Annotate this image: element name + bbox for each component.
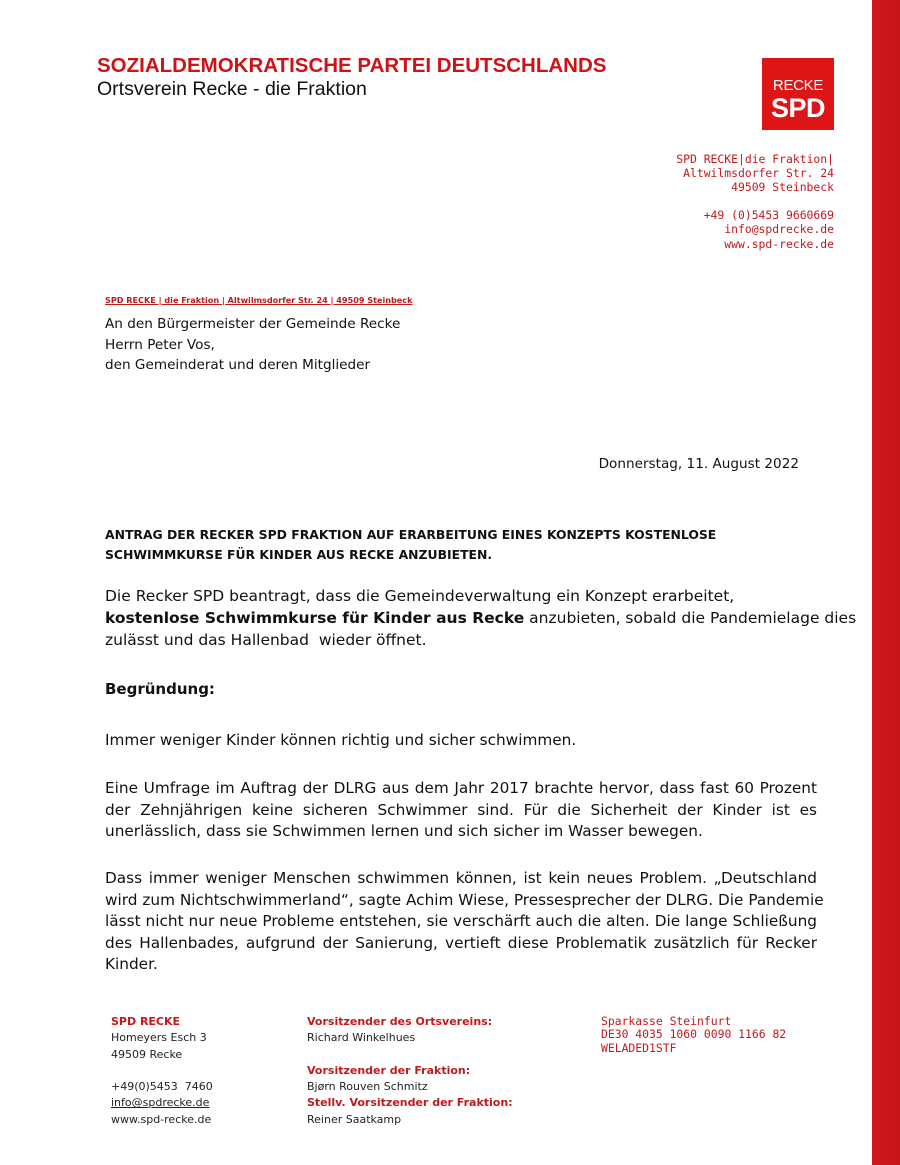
subject-line-1: ANTRAG DER RECKER SPD FRAKTION AUF ERARBEITUNG EINES KONZEPTS KOSTENLOSE bbox=[105, 527, 717, 542]
letterhead-phone: +49 (0)5453 9660669 bbox=[703, 208, 834, 222]
footer-email-link[interactable]: info@spdrecke.de bbox=[111, 1096, 210, 1110]
recipient-line-1: An den Bürgermeister der Gemeinde Recke bbox=[105, 316, 401, 332]
intro-line-3: zulässt und das Hallenbad wieder öffnet. bbox=[105, 631, 427, 649]
recipient-line-3: den Gemeinderat und deren Mitglieder bbox=[105, 357, 371, 373]
party-name-heading: SOZIALDEMOKRATISCHE PARTEI DEUTSCHLANDS bbox=[97, 54, 607, 77]
paragraph-1: Immer weniger Kinder können richtig und sicher schwimmen. bbox=[105, 731, 577, 749]
letterhead-line-2: Altwilmsdorfer Str. 24 bbox=[683, 166, 834, 180]
organization-subtitle: Ortsverein Recke - die Fraktion bbox=[97, 78, 367, 100]
recipient-line-2: Herrn Peter Vos, bbox=[105, 336, 215, 353]
reason-heading: Begründung: bbox=[105, 680, 215, 698]
footer-org-name: SPD RECKE bbox=[111, 1015, 181, 1028]
paragraph-2-line-1: Eine Umfrage im Auftrag der DLRG aus dem Jahr 2017 brachte hervor, dass fast 60 Prozent bbox=[105, 779, 817, 797]
letterhead-email[interactable]: info@spdrecke.de bbox=[724, 222, 834, 236]
footer-chair-name: Richard Winkelhues bbox=[307, 1031, 416, 1045]
letterhead-line-1: SPD RECKE|die Fraktion| bbox=[676, 152, 834, 166]
intro-paragraph bbox=[105, 585, 857, 651]
intro-line-1: Die Recker SPD beantragt, dass die Gemeindeverwaltung ein Konzept erarbeitet, bbox=[105, 587, 735, 605]
logo-text-recke: RECKE bbox=[772, 77, 824, 94]
footer-bic: WELADED1STF bbox=[601, 1040, 677, 1055]
footer-faction-label: Vorsitzender der Fraktion: bbox=[307, 1063, 471, 1077]
letterhead-web[interactable]: www.spd-recke.de bbox=[724, 237, 834, 251]
logo-text-spd: SPD bbox=[770, 93, 826, 123]
footer-chair-label: Vorsitzender des Ortsvereins: bbox=[307, 1015, 493, 1028]
paragraph-3-line-1: Dass immer weniger Menschen schwimmen können, ist kein neues Problem. „Deutschland bbox=[105, 869, 817, 887]
right-red-bar bbox=[872, 0, 900, 1165]
sender-return-line: SPD RECKE | die Fraktion | Altwilmsdorfer Str. 24 | 49509 Steinbeck bbox=[105, 295, 413, 305]
footer-city: 49509 Recke bbox=[111, 1047, 183, 1061]
footer-bank-column bbox=[601, 1015, 786, 1055]
footer-phone: +49(0)5453 7460 bbox=[111, 1080, 213, 1094]
subject-heading bbox=[105, 525, 716, 565]
paragraph-2-line-2: der Zehnjährigen keine sicheren Schwimmer sind. Für die Sicherheit der Kinder ist es bbox=[105, 800, 817, 819]
letterhead-line-3: 49509 Steinbeck bbox=[731, 180, 834, 194]
letter-date: Donnerstag, 11. August 2022 bbox=[598, 456, 799, 472]
footer-street: Homeyers Esch 3 bbox=[111, 1031, 207, 1045]
paragraph-3-line-2: wird zum Nichtschwimmerland“, sagte Achim Wiese, Pressesprecher der DLRG. Die Pandemie bbox=[105, 890, 824, 909]
paragraph-2-line-3: unerlässlich, dass sie Schwimmen lernen und sich sicher im Wasser bewegen. bbox=[105, 822, 703, 840]
paragraph-2 bbox=[105, 778, 817, 843]
spd-recke-logo bbox=[762, 58, 834, 130]
footer-officers-column bbox=[307, 1014, 513, 1128]
intro-bold-phrase: kostenlose Schwimmkurse für Kinder aus Recke bbox=[105, 609, 525, 627]
subject-line-2: SCHWIMMKURSE FÜR KINDER AUS RECKE ANZUBIETEN. bbox=[105, 547, 493, 562]
intro-line-2-rest: anzubieten, sobald die Pandemielage dies bbox=[524, 609, 857, 627]
footer-faction-name: Bjørn Rouven Schmitz bbox=[307, 1080, 428, 1094]
footer-iban: DE30 4035 1060 0090 1166 82 bbox=[601, 1027, 787, 1042]
paragraph-3 bbox=[105, 868, 824, 976]
paragraph-3-line-4: des Hallenbades, aufgrund der Sanierung, vertieft diese Problematik zusätzlich für Recker bbox=[105, 933, 817, 952]
paragraph-3-line-5: Kinder. bbox=[105, 955, 158, 973]
footer-deputy-label: Stellv. Vorsitzender der Fraktion: bbox=[307, 1096, 513, 1110]
recipient-block bbox=[105, 314, 400, 376]
paragraph-3-line-3: lässt nicht nur neue Probleme entstehen, sie verschärft auch die alten. Die lange Schließung bbox=[105, 912, 817, 930]
footer-contact-column bbox=[111, 1014, 213, 1128]
footer-web-link[interactable]: www.spd-recke.de bbox=[111, 1112, 212, 1126]
footer-bank-name: Sparkasse Steinfurt bbox=[601, 1014, 732, 1028]
footer-deputy-name: Reiner Saatkamp bbox=[307, 1112, 402, 1126]
intro-line-2 bbox=[105, 607, 857, 629]
